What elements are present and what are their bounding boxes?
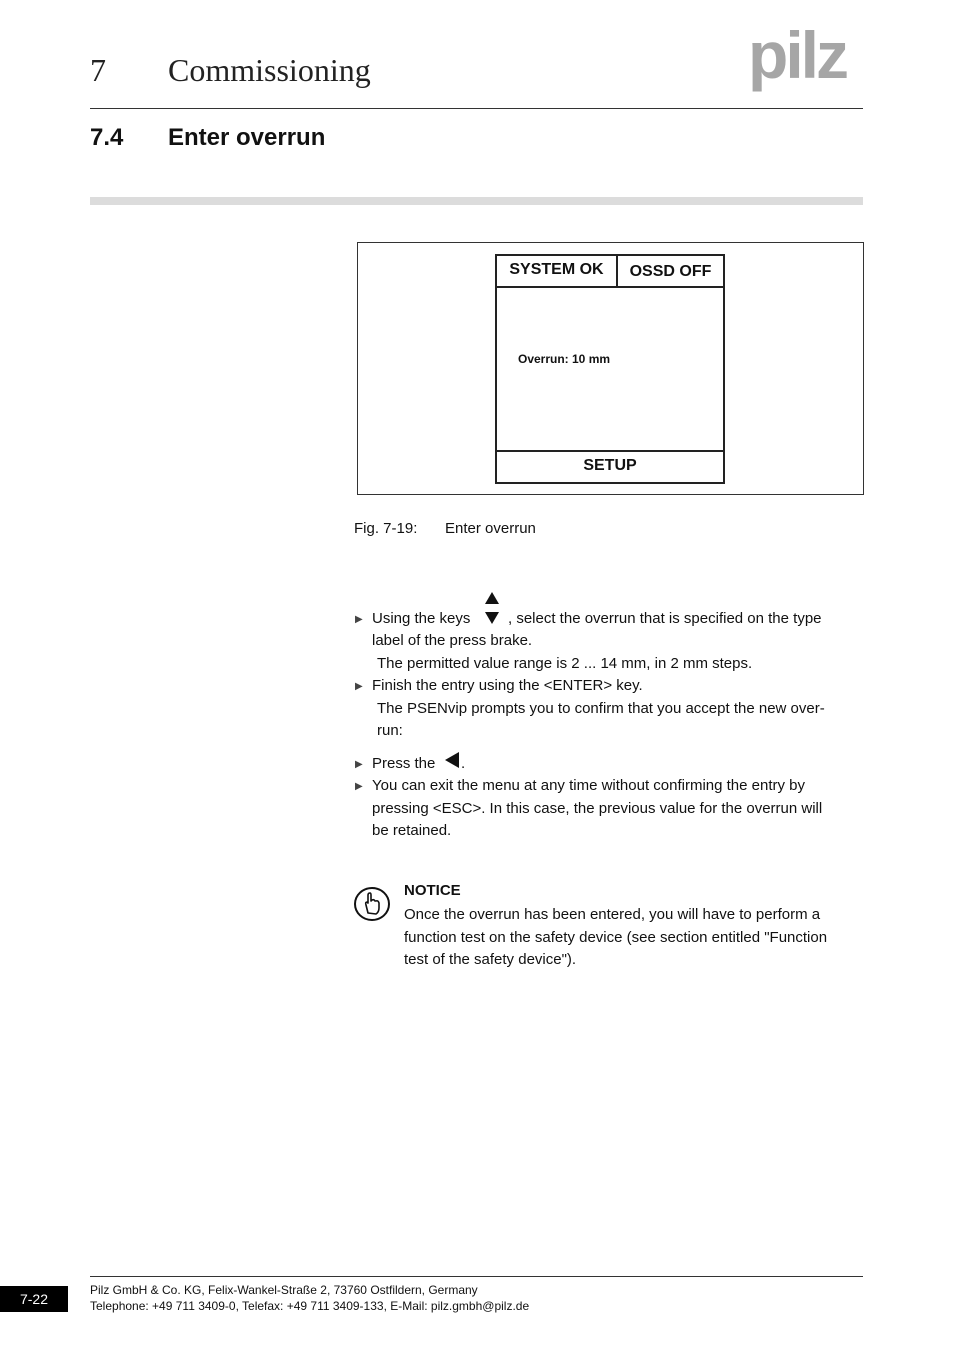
notice-line1: Once the overrun has been entered, you will have to perform a: [404, 906, 821, 923]
section-title: Enter overrun: [168, 124, 326, 151]
display-overrun-value: Overrun: 10 mm: [518, 352, 611, 366]
display-footer: SETUP: [497, 450, 723, 484]
step2-result-line1: The PSENvip prompts you to confirm that you accept the new over-: [377, 700, 825, 717]
notice-title: NOTICE: [404, 882, 461, 899]
status-system: SYSTEM OK: [497, 256, 618, 286]
figure-caption-text: Enter overrun: [445, 520, 536, 537]
pilz-logo: [748, 28, 864, 94]
step1-line2: label of the press brake.: [372, 632, 533, 649]
up-arrow-key-icon: [485, 592, 499, 604]
notice-line3: test of the safety device").: [404, 951, 577, 968]
status-ossd: OSSD OFF: [629, 263, 712, 280]
device-display: [495, 254, 725, 484]
footer-rule: [90, 1276, 863, 1277]
step2-result-line2: run:: [377, 722, 403, 739]
figure-caption-number: Fig. 7-19:: [354, 520, 418, 537]
footer-address: Pilz GmbH & Co. KG, Felix-Wankel-Straße 2, 73760 Ostfildern, Germany: [90, 1283, 478, 1297]
bullet-icon: ▶: [355, 781, 363, 792]
page-number: 7-22: [0, 1286, 68, 1312]
section-divider: [90, 197, 863, 205]
step4-line2: pressing <ESC>. In this case, the previous value for the overrun will: [372, 800, 823, 817]
logo-text: pilz: [748, 28, 846, 92]
step4-line1: You can exit the menu at any time without confirming the entry by: [372, 777, 806, 794]
bullet-icon: ▶: [355, 681, 363, 692]
display-status-bar: [497, 256, 723, 288]
bullet-icon: ▶: [355, 614, 363, 625]
step3-suffix: .: [461, 755, 466, 772]
step4-line3: be retained.: [372, 822, 452, 839]
section-number: 7.4: [90, 124, 124, 151]
notice-text: [404, 904, 864, 972]
step2-text: Finish the entry using the <ENTER> key.: [372, 677, 643, 694]
step1-result: The permitted value range is 2 ... 14 mm, in 2 mm steps.: [377, 655, 753, 672]
notice-hand-icon: [353, 886, 391, 922]
step1-suffix: , select the overrun that is specified on the type: [508, 610, 822, 627]
chapter-number: 7: [90, 52, 106, 88]
header-rule: [90, 108, 863, 109]
step1-prefix: Using the keys: [372, 610, 471, 627]
left-arrow-key-icon: [445, 752, 459, 768]
notice-line2: function test on the safety device (see section entitled "Function: [404, 928, 828, 946]
footer-contact: Telephone: +49 711 3409-0, Telefax: +49 711 3409-133, E-Mail: pilz.gmbh@pilz.de: [90, 1299, 530, 1313]
chapter-title: Commissioning: [168, 52, 371, 88]
bullet-icon: ▶: [355, 759, 363, 770]
step3-prefix: Press the: [372, 755, 436, 772]
down-arrow-key-icon: [485, 612, 499, 624]
